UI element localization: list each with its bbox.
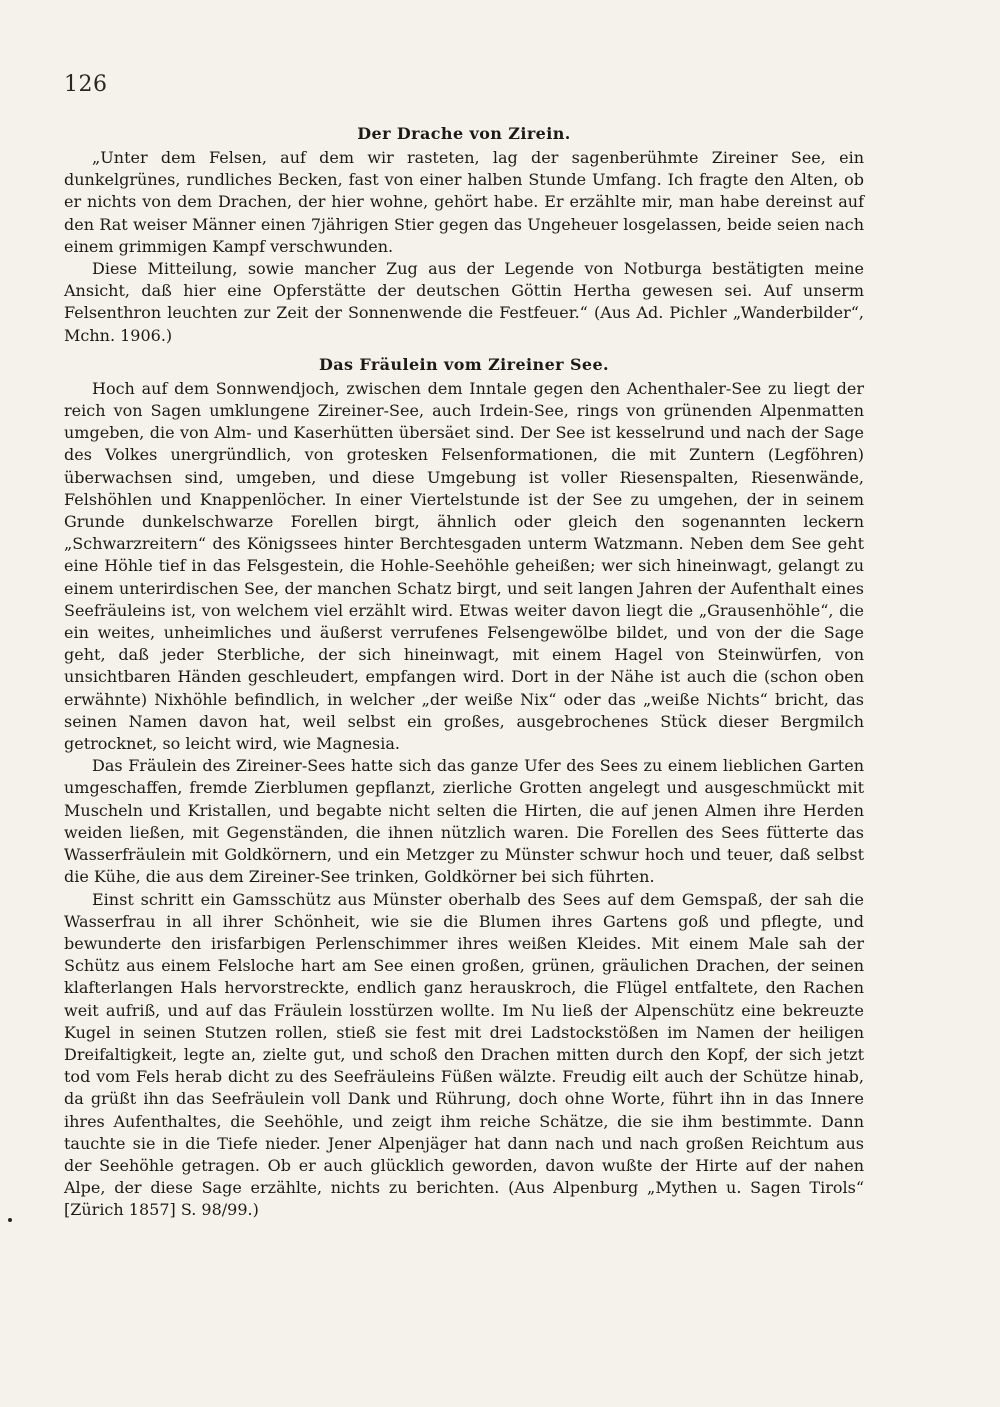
section-title-drache: Der Drache von Zirein. <box>357 124 571 143</box>
paragraph: Das Fräulein des Zireiner-Sees hatte sich das ganze Ufer des Sees zu einem lieblichen Garten umgeschaffen, fremde Zierblumen gepflanzt, zierliche Grotten angelegt und ausgeschmückt mit Muscheln und Kristallen, und begabte nicht selten die Hirten, die auf jenen Almen ihre Herden weiden ließen, mit Gegenständen, die ihnen nützlich waren. Die Forellen des Sees fütterte das Wasserfräulein mit Goldkörnern, und ein Metzger zu Münster schwur hoch und teuer, daß selbst die Kühe, die aus dem Zireiner-See trinken, Goldkörner bei sich führten. <box>64 756 864 887</box>
page-number: 126 <box>64 72 108 97</box>
paragraph: „Unter dem Felsen, auf dem wir rasteten, lag der sagenberühmte Zireiner See, ein dunkelgrünes, rundliches Becken, fast von einer halben Stunde Umfang. Ich fragte den Alten, ob er nichts von dem Drachen, der hier wohne, gehört habe. Er erzählte mir, man habe dereinst auf den Rat weiser Männer einen 7jährigen Stier gegen das Ungeheuer losgelassen, beide seien nach einem grimmigen Kampf verschwunden. <box>64 148 864 256</box>
paragraph: Einst schritt ein Gamsschütz aus Münster oberhalb des Sees auf dem Gemspaß, der sah die Wasserfrau in all ihrer Schönheit, wie sie die Blumen ihres Gartens goß und pflegte, und bewunderte den irisfarbigen Perlenschimmer ihres weißen Kleides. Mit einem Male sah der Schütz aus einem Felsloche hart am See einen großen, grünen, gräulichen Drachen, der seinen klafterlangen Hals hervorstreckte, endlich ganz herauskroch, die Flügel entfaltete, den Rachen weit aufriß, und auf das Fräulein losstürzen wollte. Im Nu ließ der Alpenschütz eine bekreuzte Kugel in seinen Stutzen rollen, stieß sie fest mit drei Ladstockstößen im Namen der heiligen Dreifaltigkeit, legte an, zielte gut, und schoß den Drachen mitten durch den Kopf, der sich jetzt tod vom Fels herab dicht zu des Seefräuleins Füßen wälzte. Freudig eilt auch der Schütze hinab, da grüßt ihn das Seefräulein voll Dank und Rührung, doch ohne Worte, führt ihn in das Innere ihres Aufenthaltes, die Seehöhle, und zeigt ihm reiche Schätze, die sie ihm bestimmte. Dann tauchte sie in die Tiefe nieder. Jener Alpenjäger hat dann nach und nach großen Reichtum aus der Seehöhle getragen. Ob er auch glücklich geworden, davon wußte der Hirte auf der nahen Alpe, der diese Sage erzählte, nichts zu berichten. (Aus Alpenburg „Mythen u. Sagen Tirols“ [Zürich 1857] S. 98/99.) <box>64 889 864 1220</box>
ink-speck <box>8 1218 12 1222</box>
paragraph: Diese Mitteilung, sowie mancher Zug aus der Legende von Notburga bestätigten meine Ansicht, daß hier eine Opferstätte der deutschen Göttin Hertha gewesen sei. Auf unserm Felsenthron leuchten zur Zeit der Sonnenwende die Festfeuer.“ (Aus Ad. Pichler „Wanderbilder“, Mchn. 1906.) <box>64 259 864 345</box>
section-title-fraeulein: Das Fräulein vom Zireiner See. <box>318 354 610 374</box>
page-body <box>64 118 864 1222</box>
paragraph: Hoch auf dem Sonnwendjoch, zwischen dem Inntale gegen den Achenthaler-See zu liegt der reich von Sagen umklungene Zireiner-See, auch Irdein-See, rings von grünenden Alpenmatten umgeben, die von Alm- und Kaserhütten übersäet sind. Der See ist kesselrund und nach der Sage des Volkes unergründlich, von grotesken Felsenformationen, die mit Zuntern (Legföhren) überwachsen sind, umgeben, und diese Umgebung ist voller Riesenspalten, Riesenwände, Felshöhlen und Knappenlöcher. In einer Viertelstunde ist der See zu umgehen, der in seinem Grunde dunkelschwarze Forellen birgt, ähnlich oder gleich den sogenannten leckern „Schwarzreitern“ des Königssees hinter Berchtesgaden unterm Watzmann. Neben dem See geht eine Höhle tief in das Felsgestein, die Hohle-Seehöhle geheißen; wer sich hineinwagt, gelangt zu einem unterirdischen See, der manchen Schatz birgt, und seit langen Jahren der Aufenthalt eines Seefräuleins ist, von welchem viel erzählt wird. Etwas weiter davon liegt die „Grausenhöhle“, die ein weites, unheimliches und äußerst verrufenes Felsengewölbe bildet, und von der die Sage geht, daß jeder Sterbliche, der sich hineinwagt, mit einem Hagel von Steinwürfen, von unsichtbaren Händen geschleudert, empfangen wird. Dort in der Nähe ist auch die (schon oben erwähnte) Nixhöhle befindlich, in welcher „der weiße Nix“ oder das „weiße Nichts“ bricht, das seinen Namen davon hat, weil selbst ein großes, ausgebrochenes Stück dieser Bergmilch getrocknet, so leicht wird, wie Magnesia. <box>64 378 864 754</box>
